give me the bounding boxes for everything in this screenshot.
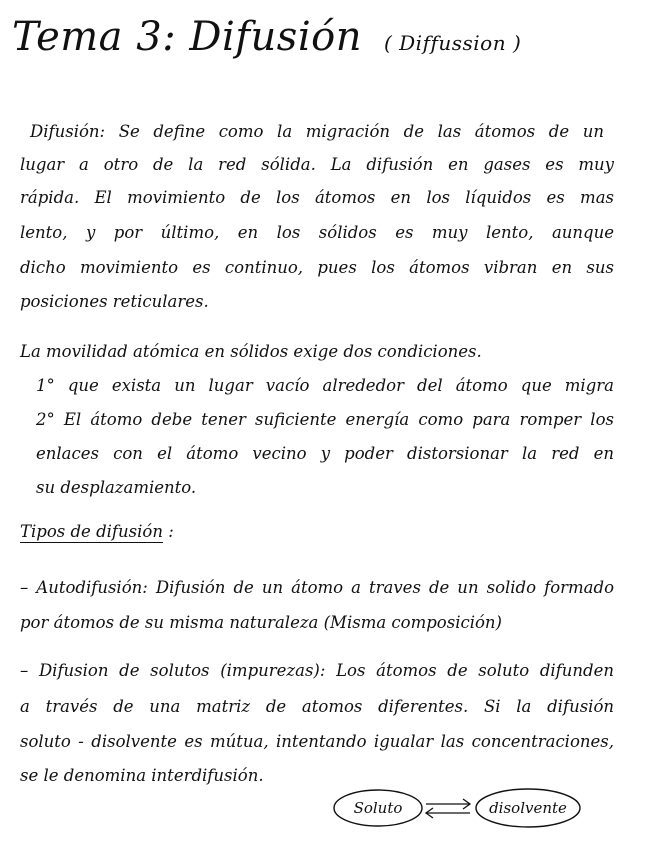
exchange-arrows-icon: [426, 799, 470, 818]
paragraph1-line: Difusión: Se define como la migración de las átomos de un: [30, 122, 604, 141]
paragraph2-intro: La movilidad atómica en sólidos exige dos condiciones.: [20, 342, 482, 361]
autodiffusion-line: – Autodifusión: Difusión de un átomo a traves de un solido formado: [20, 578, 614, 597]
solute-diffusion-line: – Difusion de solutos (impurezas): Los átomos de soluto difunden: [20, 661, 614, 680]
autodiffusion-line: por átomos de su misma naturaleza (Misma composición): [20, 613, 502, 632]
page-title: [12, 14, 521, 60]
solute-label: Soluto: [353, 799, 403, 817]
condition-item: 1° que exista un lugar vacío alrededor del átomo que migra: [36, 376, 614, 395]
paragraph1-line: posiciones reticulares.: [20, 292, 209, 311]
interdiffusion-diagram: [330, 786, 586, 834]
condition-item: 2° El átomo debe tener suficiente energía como para romper los: [36, 410, 614, 429]
solute-diffusion-line: a través de una matriz de atomos diferentes. Si la difusión: [20, 697, 614, 716]
title-subtitle: ( Diffussion ): [383, 31, 522, 55]
solute-diffusion-line: se le denomina interdifusión.: [20, 766, 264, 785]
paragraph1-line: lugar a otro de la red sólida. La difusión en gases es muy: [20, 155, 614, 174]
types-heading-text: Tipos de difusión: [20, 522, 163, 541]
paragraph1-line: dicho movimiento es continuo, pues los átomos vibran en sus: [20, 258, 614, 277]
types-heading: [20, 522, 174, 541]
title-main: Tema 3: Difusión: [12, 14, 362, 60]
paragraph1-line: rápida. El movimiento de los átomos en los líquidos es mas: [20, 188, 614, 207]
condition-item: su desplazamiento.: [36, 478, 197, 497]
condition-item: enlaces con el átomo vecino y poder distorsionar la red en: [36, 444, 614, 463]
solvent-label: disolvente: [489, 799, 567, 817]
solute-diffusion-line: soluto - disolvente es mútua, intentando igualar las concentraciones,: [20, 732, 614, 751]
types-heading-colon: :: [168, 522, 174, 541]
paragraph1-line: lento, y por último, en los sólidos es muy lento, aunque: [20, 223, 614, 242]
